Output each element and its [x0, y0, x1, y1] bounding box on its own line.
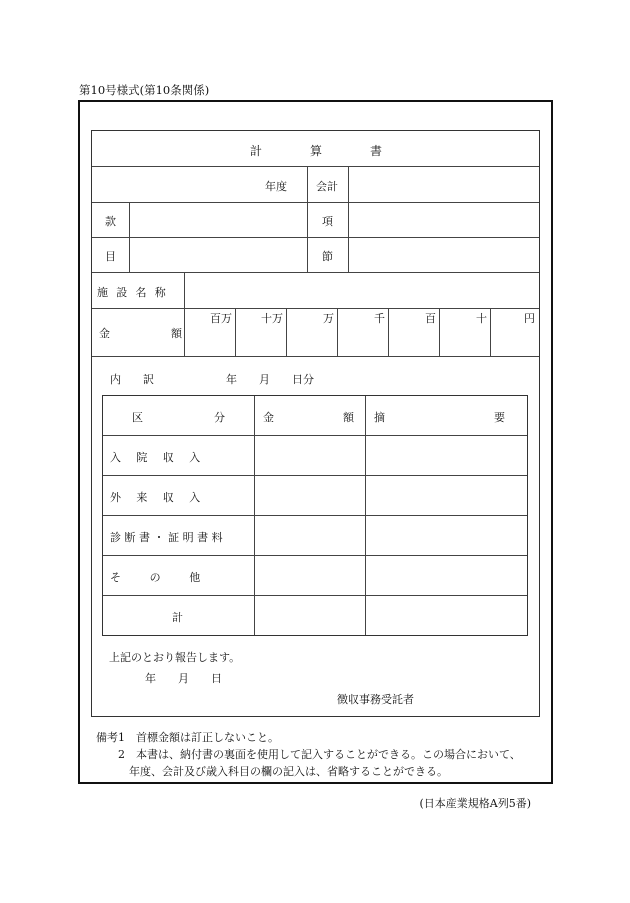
- kou-label: 項: [322, 215, 333, 228]
- rule: [92, 272, 539, 273]
- rule: [92, 308, 539, 309]
- rule: [348, 202, 349, 272]
- kan-label: 款: [105, 215, 116, 228]
- breakdown-date: 年 月 日分: [226, 373, 314, 386]
- fiscal-year-label: 年度: [265, 180, 287, 193]
- rule: [286, 308, 287, 356]
- rule: [103, 555, 527, 556]
- rule: [103, 435, 527, 436]
- rule: [490, 308, 491, 356]
- rule: [365, 396, 366, 635]
- col-amount-2: 額: [343, 411, 354, 424]
- unit-hyakuman: 百万: [210, 312, 232, 325]
- rule: [307, 202, 308, 272]
- col-category-1: 区: [132, 411, 143, 424]
- row-inpatient: 入 院 収 入: [110, 451, 203, 464]
- col-summary-1: 摘: [374, 411, 385, 424]
- row-other: そ の 他: [110, 571, 203, 584]
- note-2: 2 本書は、納付書の裏面を使用して記入することができる。この場合において、: [96, 748, 521, 761]
- rule: [92, 166, 539, 167]
- document-title: 計 算 書: [249, 144, 383, 158]
- rule: [103, 595, 527, 596]
- signer-label: 徴収事務受託者: [337, 693, 414, 706]
- moku-label: 目: [105, 250, 116, 263]
- row-total: 計: [172, 611, 183, 624]
- account-label: 会計: [316, 180, 338, 193]
- report-date: 年 月 日: [145, 672, 222, 685]
- amount-label-first: 金: [99, 327, 110, 340]
- rule: [103, 475, 527, 476]
- note-1: 備考1 首標金額は訂正しないこと。: [96, 731, 279, 744]
- col-amount-1: 金: [263, 411, 274, 424]
- unit-man: 万: [323, 312, 334, 325]
- rule: [348, 166, 349, 202]
- rule: [254, 396, 255, 635]
- paper-size-note: (日本産業規格A列5番): [419, 797, 531, 810]
- facility-name-label: 施設名称: [97, 286, 174, 299]
- note-2-continued: 年度、会計及び歳入科目の欄の記入は、省略することができる。: [96, 765, 448, 778]
- rule: [439, 308, 440, 356]
- unit-juman: 十万: [261, 312, 283, 325]
- rule: [92, 356, 539, 357]
- unit-en: 円: [524, 312, 535, 325]
- row-outpatient: 外 来 収 入: [110, 491, 203, 504]
- rule: [307, 166, 308, 202]
- rule: [388, 308, 389, 356]
- rule: [337, 308, 338, 356]
- rule: [92, 237, 539, 238]
- report-text: 上記のとおり報告します。: [109, 651, 241, 664]
- unit-sen: 千: [374, 312, 385, 325]
- setsu-label: 節: [322, 250, 333, 263]
- rule: [235, 308, 236, 356]
- breakdown-label: 内 訳: [110, 373, 154, 386]
- col-summary-2: 要: [494, 411, 505, 424]
- rule: [129, 202, 130, 272]
- rule: [184, 272, 185, 356]
- breakdown-table: [102, 395, 528, 636]
- col-category-2: 分: [214, 411, 225, 424]
- form-number: 第10号様式(第10条関係): [79, 83, 210, 97]
- row-certificate-fee: 診断書・証明書料: [110, 531, 227, 544]
- rule: [92, 202, 539, 203]
- unit-hyaku: 百: [425, 312, 436, 325]
- rule: [103, 515, 527, 516]
- unit-ju: 十: [476, 312, 487, 325]
- amount-label-second: 額: [171, 327, 182, 340]
